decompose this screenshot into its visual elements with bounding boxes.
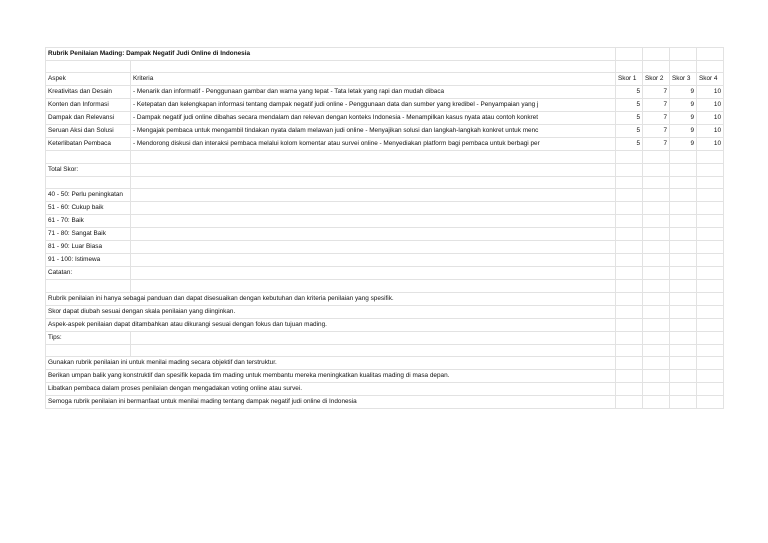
tip-cell[interactable]: Berikan umpan balik yang konstruktif dan spesifik kepada tim mading untuk membantu mereka meningkatkan kualitas mading di masa depan.: [46, 369, 616, 382]
kriteria-cell[interactable]: - Ketepatan dan kelengkapan informasi tentang dampak negatif judi online - Penggunaan data dan sumber yang kredibel - Penyampaian yang j: [131, 99, 616, 112]
tip-row: [46, 382, 724, 395]
skor-4-cell[interactable]: 10: [697, 99, 724, 112]
empty-row: [46, 151, 724, 163]
tip-cell[interactable]: Libatkan pembaca dalam proses penilaian dengan mengadakan voting online atau survei.: [46, 382, 616, 395]
empty-row: [46, 176, 724, 188]
skor-1-cell[interactable]: 5: [616, 125, 643, 138]
note-row: [46, 305, 724, 318]
kriteria-cell[interactable]: - Dampak negatif judi online dibahas secara mendalam dan relevan dengan konteks Indonesia - Menampilkan kasus nyata atau contoh konkret: [131, 112, 616, 125]
total-label[interactable]: Total Skor:: [46, 163, 131, 176]
aspek-cell[interactable]: Dampak dan Relevansi: [46, 112, 131, 125]
spreadsheet: [45, 47, 724, 409]
note-cell[interactable]: Aspek-aspek penilaian dapat ditambahkan atau dikurangi sesuai dengan fokus dan tujuan mading.: [46, 318, 616, 331]
range-row: [46, 202, 724, 215]
range-row: [46, 228, 724, 241]
range-row: [46, 189, 724, 202]
tip-cell[interactable]: Gunakan rubrik penilaian ini untuk menilai mading secara objektif dan terstruktur.: [46, 356, 616, 369]
skor-2-cell[interactable]: 7: [643, 112, 670, 125]
aspek-cell[interactable]: Kreativitas dan Desain: [46, 86, 131, 99]
tips-label-row: [46, 331, 724, 344]
table-row: [46, 86, 724, 99]
kriteria-cell[interactable]: - Menarik dan informatif - Penggunaan gambar dan warna yang tepat - Tata letak yang rapi dan mudah dibaca: [131, 86, 616, 99]
tips-label[interactable]: Tips:: [46, 331, 131, 344]
range-cell[interactable]: 71 - 80: Sangat Baik: [46, 228, 131, 241]
skor-3-cell[interactable]: 9: [670, 112, 697, 125]
empty-row: [46, 280, 724, 292]
range-cell[interactable]: 81 - 90: Luar Biasa: [46, 241, 131, 254]
note-cell[interactable]: Skor dapat diubah sesuai dengan skala penilaian yang diinginkan.: [46, 305, 616, 318]
range-cell[interactable]: 51 - 60: Cukup baik: [46, 202, 131, 215]
table-row: [46, 138, 724, 151]
table-row: [46, 125, 724, 138]
note-cell[interactable]: Rubrik penilaian ini hanya sebagai panduan dan dapat disesuaikan dengan kebutuhan dan kriteria penilaian yang spesifik.: [46, 292, 616, 305]
title-row: [46, 48, 724, 61]
note-row: [46, 292, 724, 305]
empty-row: [46, 61, 724, 73]
skor-1-cell[interactable]: 5: [616, 138, 643, 151]
tip-row: [46, 369, 724, 382]
range-row: [46, 215, 724, 228]
kriteria-cell[interactable]: - Mendorong diskusi dan interaksi pembaca melalui kolom komentar atau survei online - Menyediakan platform bagi pembaca untuk berbagi per: [131, 138, 616, 151]
skor-1-cell[interactable]: 5: [616, 86, 643, 99]
skor-2-cell[interactable]: 7: [643, 125, 670, 138]
rubric-table: [45, 47, 724, 409]
aspek-cell[interactable]: Konten dan Informasi: [46, 99, 131, 112]
total-row: [46, 163, 724, 176]
skor-2-cell[interactable]: 7: [643, 138, 670, 151]
skor-3-cell[interactable]: 9: [670, 99, 697, 112]
skor-4-cell[interactable]: 10: [697, 112, 724, 125]
catatan-label-row: [46, 267, 724, 280]
empty-row: [46, 344, 724, 356]
range-cell[interactable]: 61 - 70: Baik: [46, 215, 131, 228]
header-row: [46, 73, 724, 86]
skor-3-cell[interactable]: 9: [670, 125, 697, 138]
range-row: [46, 254, 724, 267]
skor-2-cell[interactable]: 7: [643, 86, 670, 99]
skor-4-cell[interactable]: 10: [697, 86, 724, 99]
header-kriteria[interactable]: Kriteria: [131, 73, 616, 86]
kriteria-cell[interactable]: - Mengajak pembaca untuk mengambil tindakan nyata dalam melawan judi online - Menyajikan solusi dan langkah-langkah konkret untuk menc: [131, 125, 616, 138]
tip-cell[interactable]: Semoga rubrik penilaian ini bermanfaat untuk menilai mading tentang dampak negatif judi online di Indonesia: [46, 395, 616, 408]
header-skor-1[interactable]: Skor 1: [616, 73, 643, 86]
header-skor-4[interactable]: Skor 4: [697, 73, 724, 86]
tip-row: [46, 395, 724, 408]
skor-4-cell[interactable]: 10: [697, 138, 724, 151]
skor-4-cell[interactable]: 10: [697, 125, 724, 138]
aspek-cell[interactable]: Keterlibatan Pembaca: [46, 138, 131, 151]
skor-3-cell[interactable]: 9: [670, 86, 697, 99]
skor-3-cell[interactable]: 9: [670, 138, 697, 151]
range-cell[interactable]: 40 - 50: Perlu peningkatan: [46, 189, 131, 202]
table-row: [46, 99, 724, 112]
skor-1-cell[interactable]: 5: [616, 112, 643, 125]
sheet-title[interactable]: Rubrik Penilaian Mading: Dampak Negatif Judi Online di Indonesia: [46, 48, 616, 61]
header-aspek[interactable]: Aspek: [46, 73, 131, 86]
note-row: [46, 318, 724, 331]
range-cell[interactable]: 91 - 100: Istimewa: [46, 254, 131, 267]
range-row: [46, 241, 724, 254]
header-skor-3[interactable]: Skor 3: [670, 73, 697, 86]
aspek-cell[interactable]: Seruan Aksi dan Solusi: [46, 125, 131, 138]
skor-1-cell[interactable]: 5: [616, 99, 643, 112]
tip-row: [46, 356, 724, 369]
catatan-label[interactable]: Catatan:: [46, 267, 131, 280]
skor-2-cell[interactable]: 7: [643, 99, 670, 112]
header-skor-2[interactable]: Skor 2: [643, 73, 670, 86]
table-row: [46, 112, 724, 125]
